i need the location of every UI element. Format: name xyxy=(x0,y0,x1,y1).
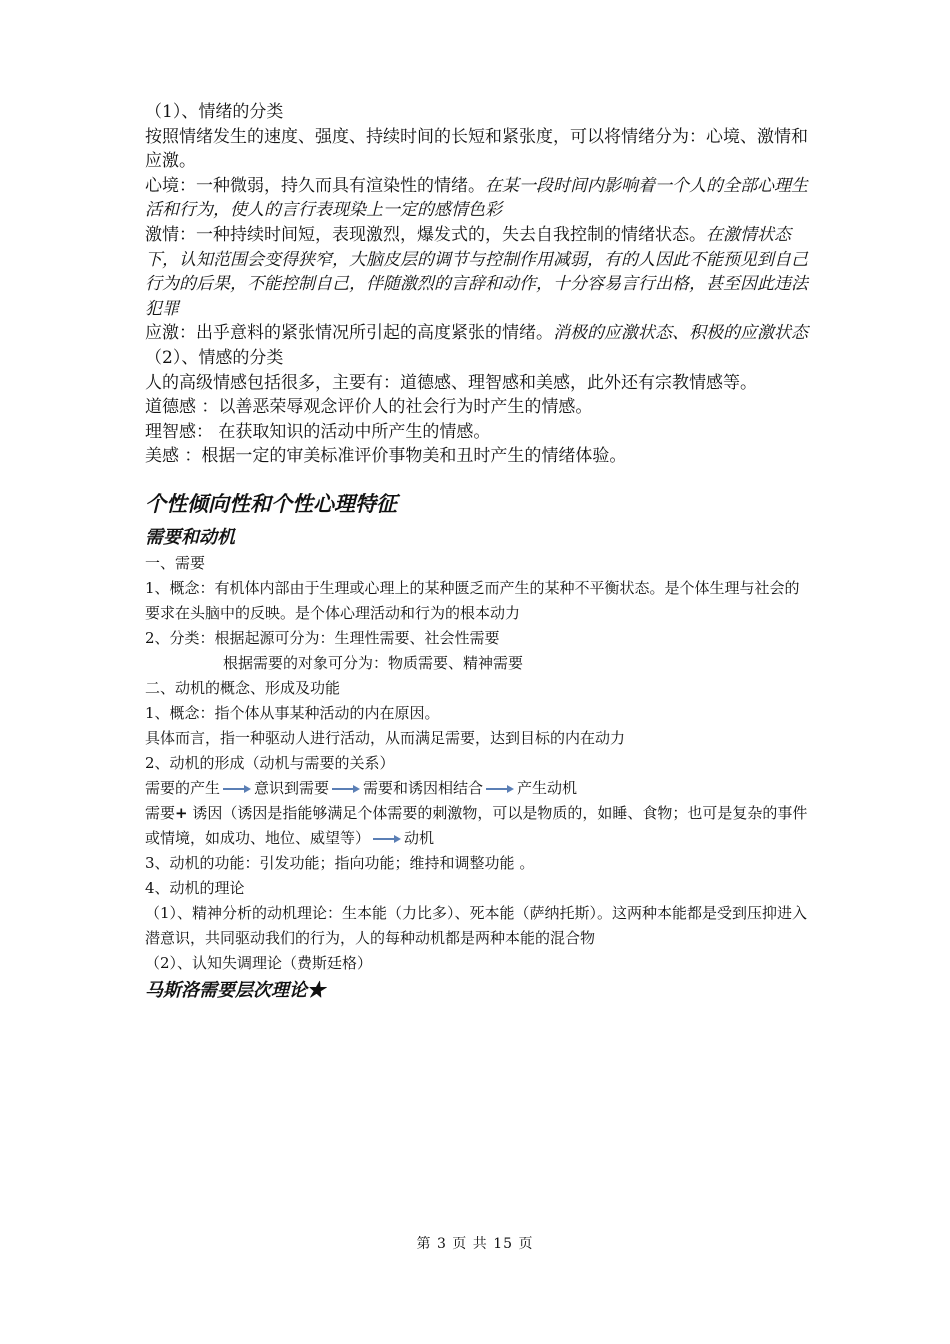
page-number-footer: 第 3 页 共 15 页 xyxy=(416,1236,534,1252)
mood-paragraph xyxy=(145,174,813,223)
right-arrow-icon xyxy=(485,784,515,794)
motivation-formation: 2、动机的形成（动机与需要的关系） xyxy=(145,753,395,772)
psychoanalytic-theory: （1）、精神分析的动机理论：生本能（力比多）、死本能（萨纳托斯）。这两种本能都是受到压抑进入潜意识，共同驱动我们的行为，人的每种动机都是两种本能的混合物 xyxy=(145,903,808,947)
flow-step: 意识到需要 xyxy=(254,778,330,797)
chapter-title: 个性倾向性和个性心理特征 xyxy=(145,490,397,516)
stress-paragraph xyxy=(145,321,813,346)
needs-classification-object: 根据需要的对象可分为：物质需要、精神需要 xyxy=(223,653,524,672)
mood-description: 在某一段时间内影响着一个人的全部心理生活和行为，使人的言行表现染上一定的感情色彩 xyxy=(145,175,808,221)
passion-definition: 激情：一种持续时间短，表现激烈，爆发式的，失去自我控制的情绪状态。 xyxy=(145,224,706,245)
right-arrow-icon xyxy=(222,784,252,794)
maslow-title: 马斯洛需要层次理论★ xyxy=(145,979,325,1001)
motivation-flow xyxy=(145,776,813,801)
emotion-classification-heading: （1）、情绪的分类 xyxy=(145,102,284,122)
rational-feeling: 理智感： 在获取知识的活动中所产生的情感。 xyxy=(145,421,491,442)
needs-motivation-title: 需要和动机 xyxy=(145,526,235,548)
feeling-classification-heading: （2）、情感的分类 xyxy=(145,347,284,368)
plus-sign: + xyxy=(175,803,188,822)
right-arrow-icon xyxy=(372,834,402,844)
needs-concept: 1、概念：有机体内部由于生理或心理上的某种匮乏而产生的某种不平衡状态。是个体生理与社会的要求在头脑中的反映。是个体心理活动和行为的根本动力 xyxy=(145,578,800,622)
flow-step: 需要的产生 xyxy=(145,778,221,797)
page-content xyxy=(145,100,813,1004)
flow-step: 产生动机 xyxy=(517,778,578,797)
motivation-part-heading: 二、动机的概念、形成及功能 xyxy=(145,678,341,697)
motivation-function: 3、动机的功能：引发功能；指向功能；维持和调整功能 。 xyxy=(145,853,535,872)
incentive-paragraph xyxy=(145,801,813,851)
incentive-result: 动机 xyxy=(404,828,435,847)
stress-description: 消极的应激状态、积极的应激状态 xyxy=(553,323,808,344)
incentive-description: 诱因（诱因是指能够满足个体需要的刺激物，可以是物质的，如睡、食物；也可是复杂的事件或情境，如成功、地位、威望等） xyxy=(145,803,808,847)
needs-part-heading: 一、需要 xyxy=(145,553,206,572)
flow-step: 需要和诱因相结合 xyxy=(363,778,484,797)
motivation-specific: 具体而言，指一种驱动人进行活动，从而满足需要，达到目标的内在动力 xyxy=(145,728,626,747)
emotion-classification-intro: 按照情绪发生的速度、强度、持续时间的长短和紧张度，可以将情绪分为：心境、激情和应激。 xyxy=(145,126,808,172)
aesthetic-feeling: 美感 ：根据一定的审美标准评价事物美和丑时产生的情绪体验。 xyxy=(145,446,627,467)
needs-classification-origin: 2、分类：根据起源可分为：生理性需要、社会性需要 xyxy=(145,628,500,647)
incentive-need: 需要 xyxy=(145,803,176,822)
passion-paragraph xyxy=(145,223,813,321)
motivation-theory-heading: 4、动机的理论 xyxy=(145,878,245,897)
cognitive-dissonance-theory: （2）、认知失调理论（费斯廷格） xyxy=(145,953,373,972)
stress-definition: 应激：出乎意料的紧张情况所引起的高度紧张的情绪。 xyxy=(145,323,553,344)
mood-definition: 心境：一种微弱，持久而具有渲染性的情绪。 xyxy=(145,175,485,196)
right-arrow-icon xyxy=(331,784,361,794)
moral-feeling: 道德感 ：以善恶荣辱观念评价人的社会行为时产生的情感。 xyxy=(145,397,593,418)
feeling-classification-intro: 人的高级情感包括很多，主要有：道德感、理智感和美感，此外还有宗教情感等。 xyxy=(145,372,757,393)
motivation-concept: 1、概念：指个体从事某种活动的内在原因。 xyxy=(145,703,440,722)
passion-description: 在激情状态下，认知范围会变得狭窄，大脑皮层的调节与控制作用减弱，有的人因此不能预见到自己行为的后果，不能控制自己，伴随激烈的言辞和动作，十分容易言行出格，甚至因此违法犯罪 xyxy=(145,224,808,319)
